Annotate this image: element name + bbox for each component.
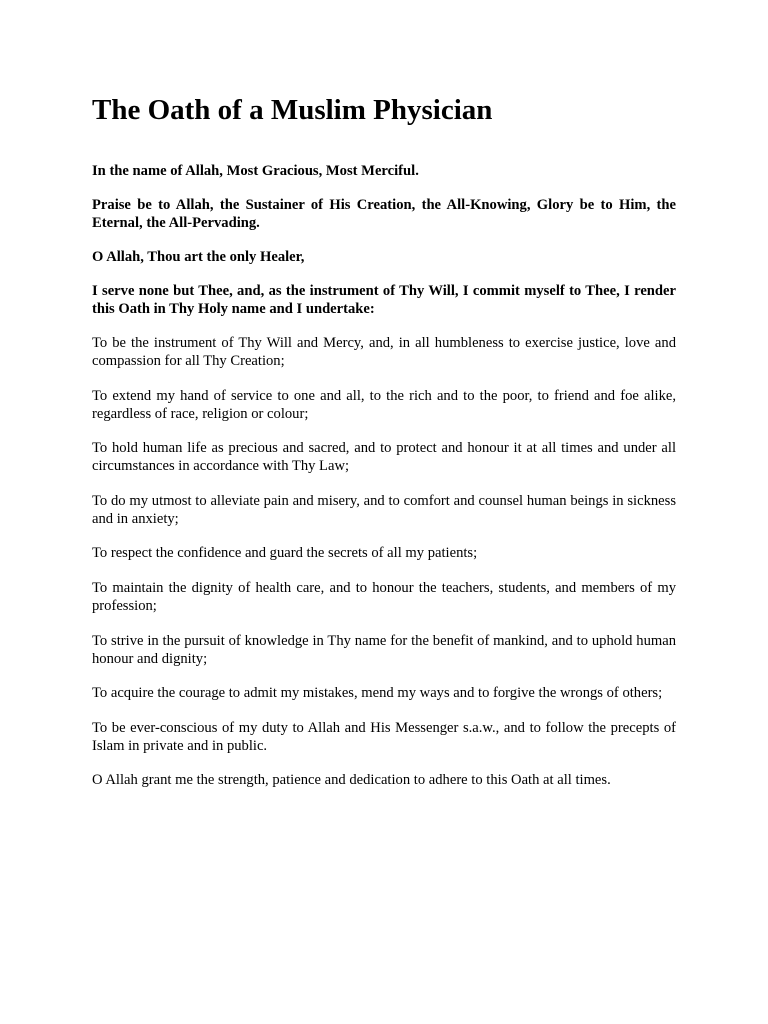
undertaking-paragraph: To be ever-conscious of my duty to Allah and His Messenger s.a.w., and to follow the precepts of Islam in private and in public. <box>92 719 676 754</box>
undertaking-paragraph: To be the instrument of Thy Will and Mercy, and, in all humbleness to exercise justice, love and compassion for all Thy Creation; <box>92 335 676 369</box>
invocation-paragraph: In the name of Allah, Most Gracious, Most Merciful. <box>92 163 419 179</box>
healer-paragraph: O Allah, Thou art the only Healer, <box>92 249 305 265</box>
undertaking-paragraph: To acquire the courage to admit my mistakes, mend my ways and to forgive the wrongs of others; <box>92 685 663 702</box>
commitment-paragraph: I serve none but Thee, and, as the instrument of Thy Will, I commit myself to Thee, I render this Oath in Thy Holy name and I undertake: <box>92 283 676 317</box>
document-title: The Oath of a Muslim Physician <box>92 94 493 126</box>
undertaking-paragraph: To hold human life as precious and sacred, and to protect and honour it at all times and under all circumstances in accordance with Thy Law; <box>92 440 676 475</box>
praise-paragraph: Praise be to Allah, the Sustainer of His Creation, the All-Knowing, Glory be to Him, the Eternal, the All-Pervading. <box>92 197 676 231</box>
undertaking-paragraph: To respect the confidence and guard the secrets of all my patients; <box>92 545 478 562</box>
undertaking-paragraph: To extend my hand of service to one and all, to the rich and to the poor, to friend and foe alike, regardless of race, religion or colour; <box>92 387 676 422</box>
undertaking-paragraph: To maintain the dignity of health care, and to honour the teachers, students, and members of my profession; <box>92 579 676 614</box>
undertaking-paragraph: To do my utmost to alleviate pain and misery, and to comfort and counsel human beings in sickness and in anxiety; <box>92 492 676 527</box>
closing-prayer-paragraph: O Allah grant me the strength, patience and dedication to adhere to this Oath at all times. <box>92 772 611 789</box>
oath-intro <box>92 162 676 318</box>
undertakings-list <box>92 334 676 789</box>
undertaking-paragraph: To strive in the pursuit of knowledge in Thy name for the benefit of mankind, and to uphold human honour and dignity; <box>92 632 676 667</box>
